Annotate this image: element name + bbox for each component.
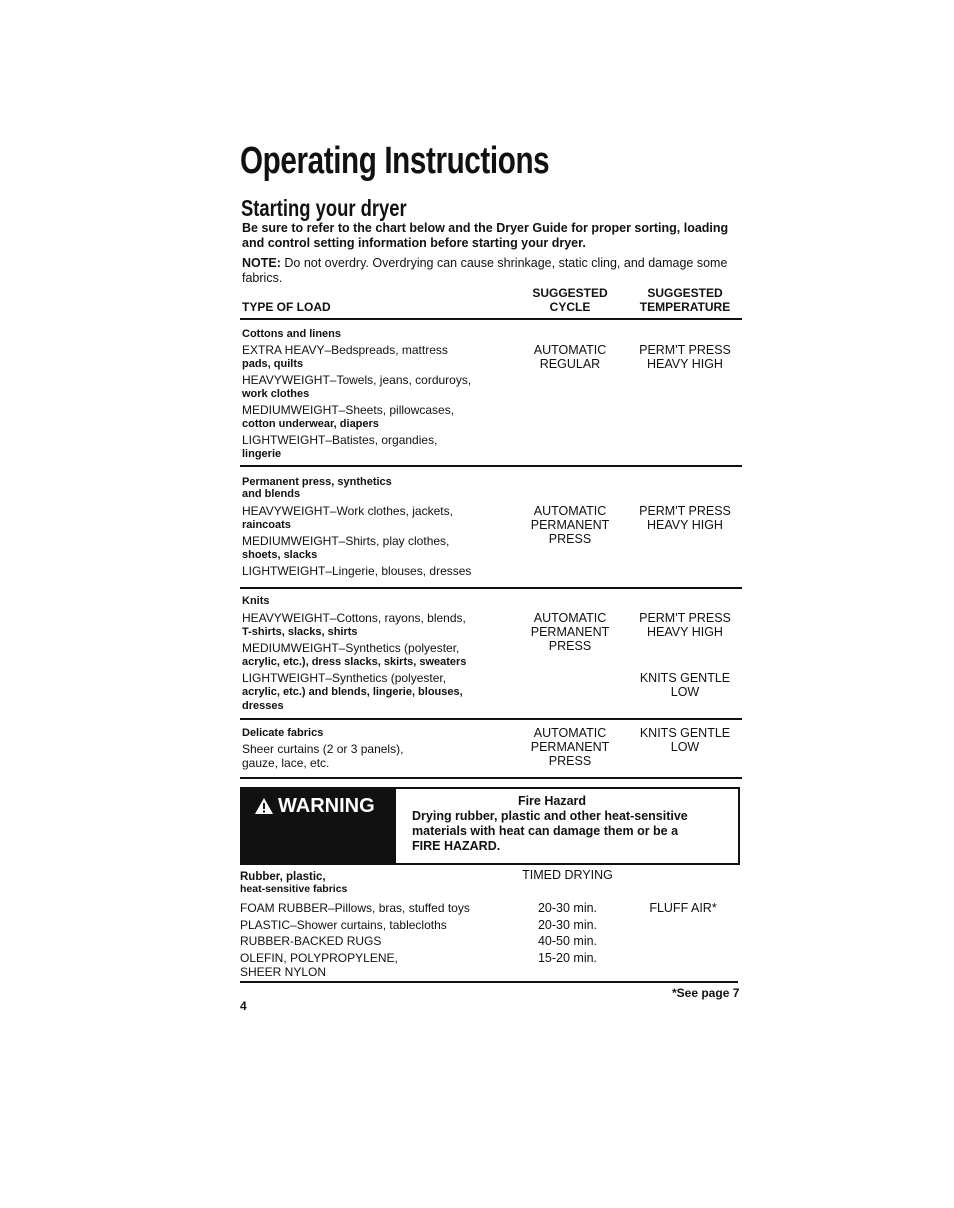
temp-rubber: FLUFF AIR* (649, 901, 717, 915)
col-header-type: TYPE OF LOAD (242, 300, 331, 314)
list-item: LIGHTWEIGHT–Lingerie, blouses, dresses (242, 564, 472, 578)
cycle-rubber: TIMED DRYING (522, 868, 613, 882)
warning-label (240, 787, 396, 865)
col-header-cycle-line2: CYCLE (549, 300, 591, 314)
footnote: *See page 7 (672, 986, 740, 1000)
warning-body-line2: materials with heat can damage them or be a (412, 824, 679, 838)
rubber-item-olefin: OLEFIN, POLYPROPYLENE, SHEER NYLON (240, 951, 398, 979)
section-items-delicate (242, 742, 512, 770)
cycle-permanent-press: AUTOMATIC PERMANENT PRESS (530, 504, 610, 546)
rubber-time-foam: 20-30 min. (537, 901, 598, 915)
temp-knits: PERM'T PRESS HEAVY HIGH (639, 611, 731, 639)
warning-heading: Fire Hazard (517, 794, 587, 808)
temp-cottons: PERM'T PRESS HEAVY HIGH (639, 343, 731, 371)
warning-body-line1: Drying rubber, plastic and other heat-sensitive (412, 809, 688, 823)
list-item: HEAVYWEIGHT–Towels, jeans, corduroys, work clothes (242, 373, 472, 400)
rubber-time-plastic: 20-30 min. (537, 918, 598, 932)
note-label: NOTE: (242, 256, 281, 270)
list-item: MEDIUMWEIGHT–Shirts, play clothes, shoets, slacks (242, 534, 450, 561)
col-header-temp-line1: SUGGESTED (647, 286, 723, 300)
page-title: Operating Instructions (240, 140, 550, 182)
rubber-time-olefin: 15-20 min. (537, 951, 598, 965)
rubber-item-foam: FOAM RUBBER–Pillows, bras, stuffed toys (240, 901, 470, 915)
temp-knits-light: KNITS GENTLE LOW (639, 671, 731, 699)
section-items-cottons (242, 343, 512, 461)
bottom-rule (240, 981, 738, 983)
section-title-rubber: Rubber, plastic, heat-sensitive fabrics (240, 871, 348, 895)
temp-permanent-press: PERM'T PRESS HEAVY HIGH (639, 504, 731, 532)
rubber-item-plastic: PLASTIC–Shower curtains, tablecloths (240, 918, 447, 932)
warning-message (412, 794, 732, 854)
cycle-cottons: AUTOMATIC REGULAR (533, 343, 607, 371)
warning-body-line3: FIRE HAZARD. (412, 839, 501, 853)
section-rule (240, 587, 742, 589)
note-text: Do not overdry. Overdrying can cause shrinkage, static cling, and damage some fabrics. (242, 256, 728, 285)
list-item: HEAVYWEIGHT–Cottons, rayons, blends, T-shirts, slacks, shirts (242, 611, 466, 638)
section-items-permanent-press (242, 504, 512, 578)
rubber-item-rugs: RUBBER-BACKED RUGS (240, 934, 382, 948)
list-item: MEDIUMWEIGHT–Synthetics (polyester, acrylic, etc.), dress slacks, skirts, sweaters (242, 641, 467, 668)
section-title-cottons: Cottons and linens (242, 328, 341, 340)
temp-delicate: KNITS GENTLE LOW (639, 726, 731, 754)
section-rule (240, 777, 742, 779)
warning-triangle-icon (254, 795, 278, 821)
section-title-permanent-press: Permanent press, synthetics and blends (242, 476, 392, 500)
list-item: HEAVYWEIGHT–Work clothes, jackets, raincoats (242, 504, 453, 531)
cycle-knits: AUTOMATIC PERMANENT PRESS (530, 611, 610, 653)
section-subtitle: Starting your dryer (241, 195, 407, 221)
list-item: Sheer curtains (2 or 3 panels), gauze, lace, etc. (242, 742, 404, 770)
col-header-cycle-line1: SUGGESTED (532, 286, 608, 300)
section-items-knits (242, 611, 517, 713)
section-title-knits: Knits (242, 595, 270, 607)
section-rule (240, 465, 742, 467)
list-item: LIGHTWEIGHT–Synthetics (polyester, acrylic, etc.) and blends, lingerie, blouses, dresses (242, 671, 463, 712)
list-item: LIGHTWEIGHT–Batistes, organdies, lingerie (242, 433, 438, 460)
rubber-time-rugs: 40-50 min. (537, 934, 598, 948)
intro-paragraph: Be sure to refer to the chart below and the Dryer Guide for proper sorting, loading and control setting information before starting your dryer. (242, 221, 729, 250)
list-item: EXTRA HEAVY–Bedspreads, mattress pads, quilts (242, 343, 448, 370)
col-header-cycle (520, 286, 620, 314)
warning-label-text: WARNING (278, 795, 375, 817)
section-title-delicate: Delicate fabrics (242, 727, 324, 739)
cycle-delicate: AUTOMATIC PERMANENT PRESS (530, 726, 610, 768)
col-header-temp (628, 286, 742, 314)
section-rule (240, 718, 742, 720)
col-header-temp-line2: TEMPERATURE (639, 300, 731, 314)
header-rule (240, 318, 742, 320)
list-item: MEDIUMWEIGHT–Sheets, pillowcases, cotton underwear, diapers (242, 403, 455, 430)
note-paragraph (242, 256, 747, 286)
page-number: 4 (240, 999, 247, 1013)
